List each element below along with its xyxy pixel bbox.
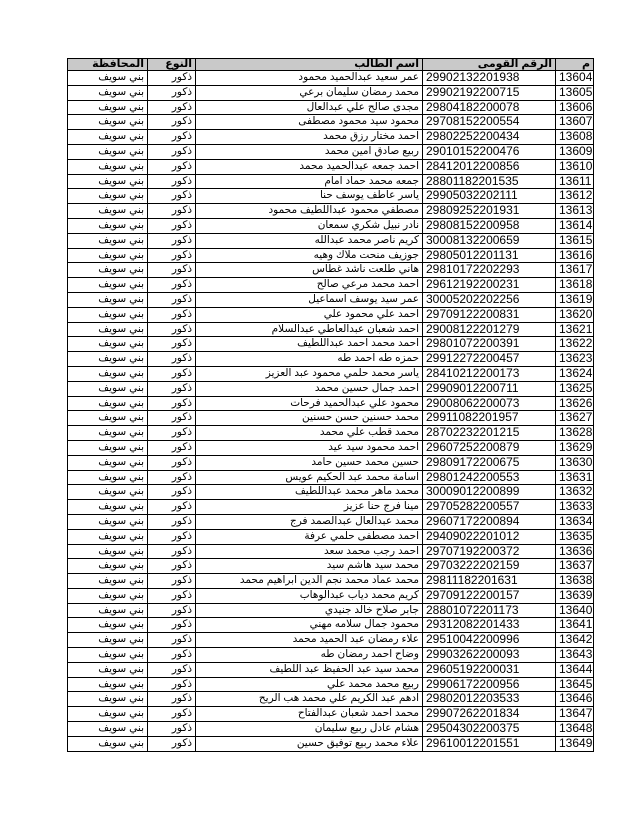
national-id-cell: 29707192200372 bbox=[423, 544, 556, 559]
table-row bbox=[68, 662, 594, 677]
national-id-cell: 29906172200956 bbox=[423, 677, 556, 692]
student-name-cell: جوزيف منحت ملاك وهيه bbox=[196, 248, 423, 263]
type-cell: ذكور bbox=[148, 174, 196, 189]
serial-cell: 13631 bbox=[556, 470, 594, 485]
governorate-cell: بني سويف bbox=[68, 677, 148, 692]
national-id-cell: 29902132201938 bbox=[423, 71, 556, 86]
serial-cell: 13605 bbox=[556, 85, 594, 100]
student-name-cell: محمد سيد عبد الحفيظ عبد اللطيف bbox=[196, 662, 423, 677]
type-cell: ذكور bbox=[148, 426, 196, 441]
table-row bbox=[68, 411, 594, 426]
type-cell: ذكور bbox=[148, 100, 196, 115]
governorate-cell: بني سويف bbox=[68, 366, 148, 381]
table-row bbox=[68, 352, 594, 367]
type-cell: ذكور bbox=[148, 440, 196, 455]
type-cell: ذكور bbox=[148, 144, 196, 159]
serial-cell: 13609 bbox=[556, 144, 594, 159]
table-row bbox=[68, 366, 594, 381]
student-name-cell: محمد عبدالعال عبدالصمد فرج bbox=[196, 514, 423, 529]
header-serial: م bbox=[556, 59, 594, 71]
governorate-cell: بني سويف bbox=[68, 426, 148, 441]
table-row bbox=[68, 189, 594, 204]
type-cell: ذكور bbox=[148, 736, 196, 751]
student-name-cell: ياسر محمد حلمي محمود عبد العزيز bbox=[196, 366, 423, 381]
serial-cell: 13614 bbox=[556, 218, 594, 233]
national-id-cell: 29008062200073 bbox=[423, 396, 556, 411]
student-name-cell: مجدى صالح علي عبدالعال bbox=[196, 100, 423, 115]
national-id-cell: 28412012200856 bbox=[423, 159, 556, 174]
type-cell: ذكور bbox=[148, 485, 196, 500]
national-id-cell: 29912272200457 bbox=[423, 352, 556, 367]
type-cell: ذكور bbox=[148, 396, 196, 411]
table-row bbox=[68, 426, 594, 441]
table-row bbox=[68, 337, 594, 352]
table-row bbox=[68, 470, 594, 485]
student-name-cell: اسامة محمد عبد الحكيم عويس bbox=[196, 470, 423, 485]
governorate-cell: بني سويف bbox=[68, 411, 148, 426]
table-row bbox=[68, 588, 594, 603]
serial-cell: 13632 bbox=[556, 485, 594, 500]
table-row bbox=[68, 500, 594, 515]
student-name-cell: نادر نبيل شكري سمعان bbox=[196, 218, 423, 233]
national-id-cell: 29709122200157 bbox=[423, 588, 556, 603]
governorate-cell: بني سويف bbox=[68, 381, 148, 396]
serial-cell: 13622 bbox=[556, 337, 594, 352]
type-cell: ذكور bbox=[148, 662, 196, 677]
national-id-cell: 29802252200434 bbox=[423, 130, 556, 145]
governorate-cell: بني سويف bbox=[68, 603, 148, 618]
type-cell: ذكور bbox=[148, 159, 196, 174]
table-row bbox=[68, 71, 594, 86]
table-row bbox=[68, 603, 594, 618]
governorate-cell: بني سويف bbox=[68, 130, 148, 145]
student-name-cell: محمد رمضان سليمان برعي bbox=[196, 85, 423, 100]
student-list-sheet bbox=[67, 58, 593, 752]
student-name-cell: علاء محمد ربيع توفيق حسين bbox=[196, 736, 423, 751]
type-cell: ذكور bbox=[148, 648, 196, 663]
serial-cell: 13635 bbox=[556, 529, 594, 544]
national-id-cell: 29607172200894 bbox=[423, 514, 556, 529]
table-row bbox=[68, 618, 594, 633]
type-cell: ذكور bbox=[148, 337, 196, 352]
governorate-cell: بني سويف bbox=[68, 233, 148, 248]
serial-cell: 13646 bbox=[556, 692, 594, 707]
serial-cell: 13639 bbox=[556, 588, 594, 603]
national-id-cell: 29703222202159 bbox=[423, 559, 556, 574]
table-body bbox=[68, 71, 594, 752]
national-id-cell: 28410212200173 bbox=[423, 366, 556, 381]
serial-cell: 13620 bbox=[556, 307, 594, 322]
governorate-cell: بني سويف bbox=[68, 144, 148, 159]
type-cell: ذكور bbox=[148, 307, 196, 322]
table-row bbox=[68, 100, 594, 115]
serial-cell: 13606 bbox=[556, 100, 594, 115]
header-type: النوع bbox=[148, 59, 196, 71]
type-cell: ذكور bbox=[148, 603, 196, 618]
table-row bbox=[68, 218, 594, 233]
type-cell: ذكور bbox=[148, 233, 196, 248]
student-name-cell: مصطفي محمود عبداللطيف محمود bbox=[196, 204, 423, 219]
governorate-cell: بني سويف bbox=[68, 485, 148, 500]
serial-cell: 13628 bbox=[556, 426, 594, 441]
table-row bbox=[68, 692, 594, 707]
student-name-cell: هشام عادل ربيع سليمان bbox=[196, 722, 423, 737]
national-id-cell: 30008132200659 bbox=[423, 233, 556, 248]
national-id-cell: 29804182200078 bbox=[423, 100, 556, 115]
national-id-cell: 29504302200375 bbox=[423, 722, 556, 737]
serial-cell: 13630 bbox=[556, 455, 594, 470]
student-name-cell: ربيع محمد محمد علي bbox=[196, 677, 423, 692]
national-id-cell: 29409022201012 bbox=[423, 529, 556, 544]
governorate-cell: بني سويف bbox=[68, 71, 148, 86]
national-id-cell: 28801182201535 bbox=[423, 174, 556, 189]
student-name-cell: عمر سعيد عبدالحميد محمود bbox=[196, 71, 423, 86]
national-id-cell: 29909012200711 bbox=[423, 381, 556, 396]
serial-cell: 13634 bbox=[556, 514, 594, 529]
table-row bbox=[68, 455, 594, 470]
serial-cell: 13643 bbox=[556, 648, 594, 663]
national-id-cell: 29510042200996 bbox=[423, 633, 556, 648]
student-name-cell: احمد جمال حسين محمد bbox=[196, 381, 423, 396]
student-name-cell: محمود سيد محمود مصطفى bbox=[196, 115, 423, 130]
governorate-cell: بني سويف bbox=[68, 115, 148, 130]
serial-cell: 13648 bbox=[556, 722, 594, 737]
serial-cell: 13623 bbox=[556, 352, 594, 367]
governorate-cell: بني سويف bbox=[68, 85, 148, 100]
type-cell: ذكور bbox=[148, 292, 196, 307]
serial-cell: 13637 bbox=[556, 559, 594, 574]
student-name-cell: ياسر عاطف يوسف حنا bbox=[196, 189, 423, 204]
header-student-name: اسم الطالب bbox=[196, 59, 423, 71]
serial-cell: 13633 bbox=[556, 500, 594, 515]
serial-cell: 13616 bbox=[556, 248, 594, 263]
type-cell: ذكور bbox=[148, 366, 196, 381]
national-id-cell: 29811182201631 bbox=[423, 574, 556, 589]
type-cell: ذكور bbox=[148, 559, 196, 574]
table-row bbox=[68, 736, 594, 751]
table-row bbox=[68, 292, 594, 307]
national-id-cell: 29801072200391 bbox=[423, 337, 556, 352]
governorate-cell: بني سويف bbox=[68, 204, 148, 219]
type-cell: ذكور bbox=[148, 352, 196, 367]
serial-cell: 13626 bbox=[556, 396, 594, 411]
serial-cell: 13604 bbox=[556, 71, 594, 86]
student-name-cell: علاء رمضان عبد الحميد محمد bbox=[196, 633, 423, 648]
type-cell: ذكور bbox=[148, 189, 196, 204]
governorate-cell: بني سويف bbox=[68, 159, 148, 174]
national-id-cell: 29708152200554 bbox=[423, 115, 556, 130]
serial-cell: 13644 bbox=[556, 662, 594, 677]
student-name-cell: ادهم عبد الكريم علي محمد هب الريح bbox=[196, 692, 423, 707]
governorate-cell: بني سويف bbox=[68, 633, 148, 648]
serial-cell: 13649 bbox=[556, 736, 594, 751]
student-name-cell: احمد جمعه عبدالحميد محمد bbox=[196, 159, 423, 174]
national-id-cell: 29010152200476 bbox=[423, 144, 556, 159]
national-id-cell: 29709122200831 bbox=[423, 307, 556, 322]
national-id-cell: 29607252200879 bbox=[423, 440, 556, 455]
type-cell: ذكور bbox=[148, 470, 196, 485]
governorate-cell: بني سويف bbox=[68, 529, 148, 544]
type-cell: ذكور bbox=[148, 529, 196, 544]
student-name-cell: عمر سيد يوسف اسماعيل bbox=[196, 292, 423, 307]
type-cell: ذكور bbox=[148, 692, 196, 707]
students-table bbox=[67, 58, 594, 752]
table-row bbox=[68, 574, 594, 589]
national-id-cell: 29802012203533 bbox=[423, 692, 556, 707]
student-name-cell: حمزه طه احمد طه bbox=[196, 352, 423, 367]
national-id-cell: 29805012201131 bbox=[423, 248, 556, 263]
table-row bbox=[68, 233, 594, 248]
student-name-cell: محمد سيد هاشم سيد bbox=[196, 559, 423, 574]
national-id-cell: 29008122201279 bbox=[423, 322, 556, 337]
governorate-cell: بني سويف bbox=[68, 322, 148, 337]
serial-cell: 13647 bbox=[556, 707, 594, 722]
national-id-cell: 29610012201551 bbox=[423, 736, 556, 751]
serial-cell: 13611 bbox=[556, 174, 594, 189]
type-cell: ذكور bbox=[148, 677, 196, 692]
serial-cell: 13615 bbox=[556, 233, 594, 248]
student-name-cell: حسين محمد حسين حامد bbox=[196, 455, 423, 470]
student-name-cell: احمد شعبان عبدالعاطي عبدالسلام bbox=[196, 322, 423, 337]
governorate-cell: بني سويف bbox=[68, 263, 148, 278]
table-row bbox=[68, 722, 594, 737]
national-id-cell: 29809172200675 bbox=[423, 455, 556, 470]
governorate-cell: بني سويف bbox=[68, 662, 148, 677]
national-id-cell: 28801072201173 bbox=[423, 603, 556, 618]
serial-cell: 13627 bbox=[556, 411, 594, 426]
table-row bbox=[68, 396, 594, 411]
governorate-cell: بني سويف bbox=[68, 588, 148, 603]
serial-cell: 13640 bbox=[556, 603, 594, 618]
table-row bbox=[68, 130, 594, 145]
serial-cell: 13621 bbox=[556, 322, 594, 337]
type-cell: ذكور bbox=[148, 381, 196, 396]
serial-cell: 13624 bbox=[556, 366, 594, 381]
serial-cell: 13617 bbox=[556, 263, 594, 278]
table-row bbox=[68, 485, 594, 500]
table-row bbox=[68, 85, 594, 100]
governorate-cell: بني سويف bbox=[68, 455, 148, 470]
governorate-cell: بني سويف bbox=[68, 618, 148, 633]
table-row bbox=[68, 144, 594, 159]
serial-cell: 13607 bbox=[556, 115, 594, 130]
table-row bbox=[68, 248, 594, 263]
serial-cell: 13629 bbox=[556, 440, 594, 455]
header-governorate: المحافظة bbox=[68, 59, 148, 71]
serial-cell: 13645 bbox=[556, 677, 594, 692]
student-name-cell: محمد قطب علي محمد bbox=[196, 426, 423, 441]
governorate-cell: بني سويف bbox=[68, 514, 148, 529]
table-row bbox=[68, 159, 594, 174]
serial-cell: 13618 bbox=[556, 278, 594, 293]
national-id-cell: 28702232201215 bbox=[423, 426, 556, 441]
national-id-cell: 29808152200958 bbox=[423, 218, 556, 233]
national-id-cell: 29605192200031 bbox=[423, 662, 556, 677]
type-cell: ذكور bbox=[148, 218, 196, 233]
table-row bbox=[68, 381, 594, 396]
national-id-cell: 29312082201433 bbox=[423, 618, 556, 633]
table-row bbox=[68, 544, 594, 559]
type-cell: ذكور bbox=[148, 618, 196, 633]
governorate-cell: بني سويف bbox=[68, 500, 148, 515]
table-row bbox=[68, 263, 594, 278]
table-row bbox=[68, 648, 594, 663]
national-id-cell: 29902192200715 bbox=[423, 85, 556, 100]
table-row bbox=[68, 559, 594, 574]
governorate-cell: بني سويف bbox=[68, 396, 148, 411]
governorate-cell: بني سويف bbox=[68, 559, 148, 574]
table-row bbox=[68, 307, 594, 322]
student-name-cell: محمد عماد محمد نجم الدين ابراهيم محمد bbox=[196, 574, 423, 589]
student-name-cell: جمعه محمد حماد امام bbox=[196, 174, 423, 189]
type-cell: ذكور bbox=[148, 248, 196, 263]
table-row bbox=[68, 677, 594, 692]
type-cell: ذكور bbox=[148, 707, 196, 722]
table-row bbox=[68, 322, 594, 337]
header-national-id: الرقم القومى bbox=[423, 59, 556, 71]
student-name-cell: كريم محمد دياب عبدالوهاب bbox=[196, 588, 423, 603]
type-cell: ذكور bbox=[148, 71, 196, 86]
national-id-cell: 29911082201957 bbox=[423, 411, 556, 426]
governorate-cell: بني سويف bbox=[68, 100, 148, 115]
serial-cell: 13608 bbox=[556, 130, 594, 145]
student-name-cell: احمد علي محمود علي bbox=[196, 307, 423, 322]
type-cell: ذكور bbox=[148, 263, 196, 278]
national-id-cell: 30005202202256 bbox=[423, 292, 556, 307]
table-row bbox=[68, 115, 594, 130]
governorate-cell: بني سويف bbox=[68, 692, 148, 707]
serial-cell: 13612 bbox=[556, 189, 594, 204]
governorate-cell: بني سويف bbox=[68, 707, 148, 722]
student-name-cell: محمود جمال سلامه مهني bbox=[196, 618, 423, 633]
type-cell: ذكور bbox=[148, 633, 196, 648]
student-name-cell: هاني طلعت ناشد غطاس bbox=[196, 263, 423, 278]
table-row bbox=[68, 174, 594, 189]
governorate-cell: بني سويف bbox=[68, 722, 148, 737]
student-name-cell: احمد محمد احمد عبداللطيف bbox=[196, 337, 423, 352]
governorate-cell: بني سويف bbox=[68, 440, 148, 455]
type-cell: ذكور bbox=[148, 588, 196, 603]
national-id-cell: 29801242200553 bbox=[423, 470, 556, 485]
type-cell: ذكور bbox=[148, 85, 196, 100]
student-name-cell: مينا فرج حنا عزيز bbox=[196, 500, 423, 515]
governorate-cell: بني سويف bbox=[68, 544, 148, 559]
student-name-cell: احمد مختار رزق محمد bbox=[196, 130, 423, 145]
table-row bbox=[68, 707, 594, 722]
header-row bbox=[68, 59, 594, 71]
governorate-cell: بني سويف bbox=[68, 248, 148, 263]
serial-cell: 13610 bbox=[556, 159, 594, 174]
governorate-cell: بني سويف bbox=[68, 189, 148, 204]
type-cell: ذكور bbox=[148, 544, 196, 559]
national-id-cell: 29809252201931 bbox=[423, 204, 556, 219]
student-name-cell: وضاح احمد رمضان طه bbox=[196, 648, 423, 663]
student-name-cell: جابر صلاح خالد جنيدي bbox=[196, 603, 423, 618]
type-cell: ذكور bbox=[148, 204, 196, 219]
student-name-cell: احمد مصطفى حلمي عرفة bbox=[196, 529, 423, 544]
serial-cell: 13642 bbox=[556, 633, 594, 648]
student-name-cell: محمد ماهر محمد عبداللطيف bbox=[196, 485, 423, 500]
student-name-cell: محمود علي عبدالحميد فرحات bbox=[196, 396, 423, 411]
serial-cell: 13625 bbox=[556, 381, 594, 396]
governorate-cell: بني سويف bbox=[68, 278, 148, 293]
type-cell: ذكور bbox=[148, 455, 196, 470]
student-name-cell: احمد محمد مرعي صالح bbox=[196, 278, 423, 293]
type-cell: ذكور bbox=[148, 115, 196, 130]
serial-cell: 13641 bbox=[556, 618, 594, 633]
table-row bbox=[68, 204, 594, 219]
student-name-cell: ربيع صادق امين محمد bbox=[196, 144, 423, 159]
governorate-cell: بني سويف bbox=[68, 218, 148, 233]
student-name-cell: احمد محمود سيد عيد bbox=[196, 440, 423, 455]
type-cell: ذكور bbox=[148, 322, 196, 337]
governorate-cell: بني سويف bbox=[68, 352, 148, 367]
governorate-cell: بني سويف bbox=[68, 470, 148, 485]
table-row bbox=[68, 278, 594, 293]
governorate-cell: بني سويف bbox=[68, 337, 148, 352]
serial-cell: 13613 bbox=[556, 204, 594, 219]
governorate-cell: بني سويف bbox=[68, 574, 148, 589]
table-row bbox=[68, 633, 594, 648]
table-row bbox=[68, 514, 594, 529]
type-cell: ذكور bbox=[148, 500, 196, 515]
serial-cell: 13636 bbox=[556, 544, 594, 559]
national-id-cell: 29907262201834 bbox=[423, 707, 556, 722]
type-cell: ذكور bbox=[148, 130, 196, 145]
national-id-cell: 29905032202111 bbox=[423, 189, 556, 204]
governorate-cell: بني سويف bbox=[68, 648, 148, 663]
student-name-cell: محمد حسنين حسن حسنين bbox=[196, 411, 423, 426]
national-id-cell: 29810172202293 bbox=[423, 263, 556, 278]
student-name-cell: كريم ناصر محمد عبدالله bbox=[196, 233, 423, 248]
governorate-cell: بني سويف bbox=[68, 292, 148, 307]
national-id-cell: 29705282200557 bbox=[423, 500, 556, 515]
type-cell: ذكور bbox=[148, 411, 196, 426]
serial-cell: 13638 bbox=[556, 574, 594, 589]
type-cell: ذكور bbox=[148, 574, 196, 589]
student-name-cell: احمد رجب محمد سعد bbox=[196, 544, 423, 559]
national-id-cell: 29612192200231 bbox=[423, 278, 556, 293]
national-id-cell: 30009012200899 bbox=[423, 485, 556, 500]
governorate-cell: بني سويف bbox=[68, 736, 148, 751]
table-row bbox=[68, 529, 594, 544]
governorate-cell: بني سويف bbox=[68, 307, 148, 322]
serial-cell: 13619 bbox=[556, 292, 594, 307]
type-cell: ذكور bbox=[148, 722, 196, 737]
type-cell: ذكور bbox=[148, 278, 196, 293]
governorate-cell: بني سويف bbox=[68, 174, 148, 189]
student-name-cell: محمد احمد شعبان عبدالفتاح bbox=[196, 707, 423, 722]
national-id-cell: 29903262200093 bbox=[423, 648, 556, 663]
table-row bbox=[68, 440, 594, 455]
type-cell: ذكور bbox=[148, 514, 196, 529]
